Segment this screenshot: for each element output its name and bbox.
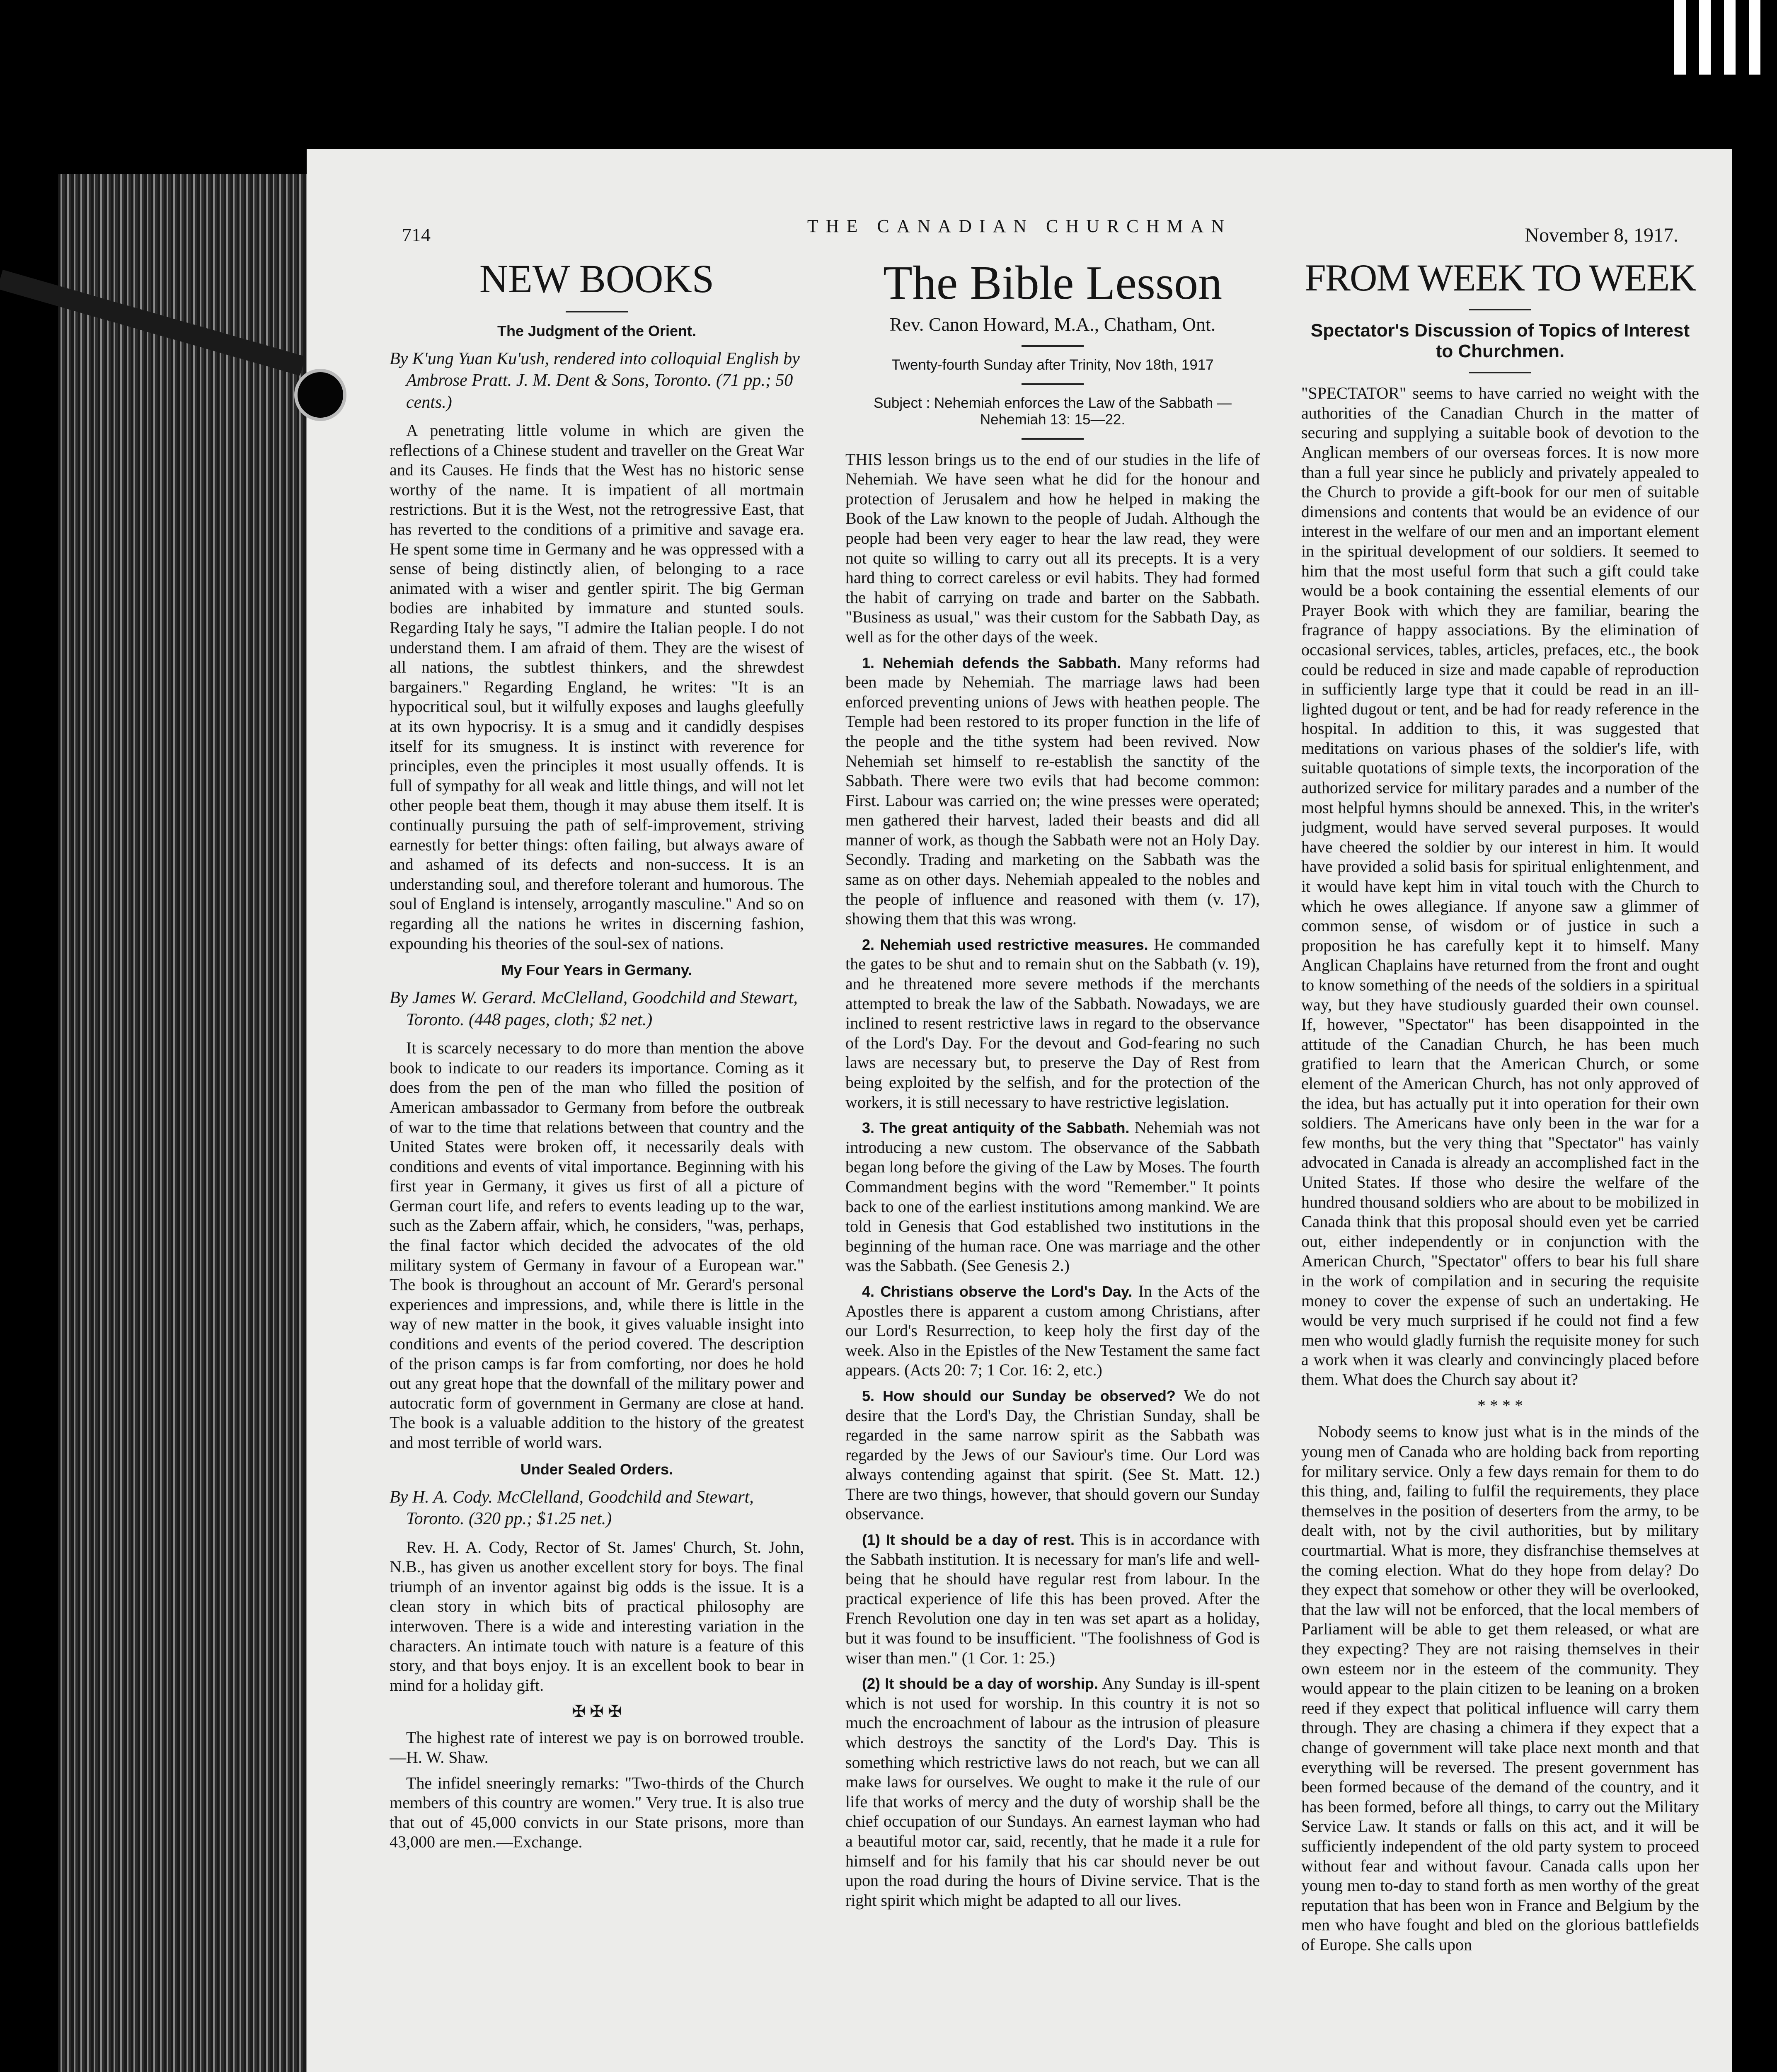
spectator-paragraph: Nobody seems to know just what is in the minds of the young men of Canada who are holding back from reporting for military service. Only a few days remain for them to do this thing, and, failing to fulfil the requirements, they place themselves in the position of deserters from the army, to be dealt with, not by the civil authorities, but by military courtmartial. What is more, they disfranchise themselves at the coming election. What do they hope from delay? Do they expect that somehow or other they will be overlooked, that the law will not be enforced, that the local members of Parliament will be able to get them released, or what are they expecting? They are not raising themselves in their own esteem nor in the esteem of the community. They would appear to the plain citizen to be leaning on a broken reed if they expect that political influence will carry them through. They are chasing a chimera if they expect that a change of government will take place next month and that everything will be reversed. The present government has been formed because of the demand of the country, and it has been formed, before all things, to carry out the Military Service Law. It stands or falls on this act, and it will be sufficiently independent of the old party system to proceed without fear and without favour. Canada calls upon her young men to-day to stand forth as men worthy of the great reputation that has been won in France and Belgium by the men who have fought and bled on the glorious battlefields of Europe. She calls upon [1301,1422,1699,1954]
column-week-to-week [1301,257,1699,1961]
new-books-heading: NEW BOOKS [479,257,714,301]
closing-paragraph: The infidel sneeringly remarks: "Two-thirds of the Church members of this country are women." Very true. It is also true that out of 45,000 convicts in our State prisons, more than 43,000 are men.—Exchange. [390,1773,804,1852]
heading-rule [1022,345,1084,347]
heading-rule [566,311,628,312]
film-edge-marks-top [1674,0,1761,75]
bible-lesson-heading: The Bible Lesson [883,257,1223,310]
section-lead: (2) It should be a day of worship. [862,1675,1098,1692]
spectator-paragraph: "SPECTATOR" seems to have carried no weight with the authorities of the Canadian Church in the matter of securing and supplying a suitable book of devotion to the Anglican members of our overseas forces. It is now more than a full year since he publicly and privately appealed to the Church to provide a gift-book for our men of suitable dimensions and contents that would be an evidence of our interest in the welfare of our men and an important element in the spiritual development of our soldiers. It seemed to him that the most useful form that such a gift could take would be a book containing the essential elements of our Prayer Book with which they are familiar, bearing the fragrance of happy associations. By the elimination of occasional services, tables, articles, prefaces, etc., the book could be reduced in size and made capable of reproduction in sufficiently large type that it could be read in an ill-lighted dugout or tent, and be had for ready reference in the hospital. In addition to this, it was suggested that meditations on various phases of the soldier's life, with suitable quotations of simple texts, the incorporation of the authorized service for military parades and a number of the most helpful hymns should be annexed. This, in the writer's judgment, would have served several purposes. It would have cheered the soldier by our interest in him. It would have provided a solid basis for spiritual enlightenment, and it would have kept him in vital touch with the Church to which he owes allegiance. If anyone saw a glimmer of common sense, of wisdom or of justice in such a proposition he has carefully kept it to himself. Many Anglican Chaplains have returned from the front and ought to know something of the needs of the soldiers in a spiritual way, but they have studiously guarded their own counsel. If, however, "Spectator" has been disappointed in the attitude of the Canadian Church, he has been much gratified to learn that the American Church, or some element of the American Church, has not only approved of the idea, but has actually put it into operation for their own soldiers. The Americans have only been in the war for a few months, but the very thing that "Spectator" has vainly advocated in Canada is already an accomplished fact in the United States. If those who desire the welfare of the hundred thousand soldiers who are about to be mobilized in Canada think that this proposal should even yet be carried out, either independently or in conjunction with the American Church, "Spectator" offers to bear his full share in the work of compilation and in securing the requisite money to cover the expense of such an undertaking. He would be very much surprised if he could not find a few men who would gladly furnish the requisite money for such a work when it was clearly and convincingly placed before them. What does the Church say about it? [1301,384,1699,1389]
section-lead: 2. Nehemiah used restrictive measures. [862,936,1148,953]
lesson-section [845,934,1260,1112]
lesson-section [845,1281,1260,1380]
section-text: Any Sunday is ill-spent which is not used for worship. In this country it is not so much the encroachment of labour as the intrusion of pleasure which destroys the sanctity of the Lord's Day. This is something which restrictive laws do not reach, but we can all make laws for ourselves. We ought to make it the rule of our life that works of mercy and the duty of worship shall be the chief occupation of our Sundays. An earnest layman who had a beautiful motor car, said, recently, that he made it a rule for himself and for his family that his car should never be out upon the road during the hours of Divine service. That is the right spirit which might be adapted to all our lives. [845,1674,1260,1910]
review-title: The Judgment of the Orient. [497,322,696,339]
review-bibliography: By James W. Gerard. McClelland, Goodchild and Stewart, Toronto. (448 pages, cloth; $2 net.) [390,988,798,1029]
column-bible-lesson [845,257,1260,1916]
lesson-section [845,653,1260,929]
section-lead: 4. Christians observe the Lord's Day. [862,1283,1133,1300]
section-text: He commanded the gates to be shut and to remain shut on the Sabbath (v. 19), and he threatened more severe methods if the merchants attempted to break the law of the Sabbath. Nowadays, we are inclined to resent restrictive laws in regard to the observance of the Lord's Day. For the devout and God-fearing no such laws are necessary but, to preserve the Day of Rest from being exploited by the selfish, and for the protection of the workers, it is still necessary to have restrictive legislation. [845,934,1260,1111]
heading-rule [1022,438,1084,440]
section-lead: 3. The great antiquity of the Sabbath. [862,1119,1130,1137]
lesson-occasion: Twenty-fourth Sunday after Trinity, Nov 18th, 1917 [891,356,1214,373]
heading-rule [1469,309,1531,310]
section-lead: 1. Nehemiah defends the Sabbath. [862,654,1121,671]
section-text: We do not desire that the Lord's Day, the Christian Sunday, shall be regarded in the same narrow spirit as the Sabbath was regarded by the Jews of our Saviour's time. Our Lord was always contending against that spirit. (See St. Matt. 12.) There are two things, however, that should govern our Sunday observance. [845,1386,1260,1523]
section-lead: (1) It should be a day of rest. [862,1531,1075,1549]
page-number: 714 [402,224,431,245]
section-text: In the Acts of the Apostles there is apparent a custom among Christians, after our Lord's Resurrection, to keep holy the first day of the week. Also in the Epistles of the New Testament the same fact appears. (Acts 20: 7; 1 Cor. 16: 2, etc.) [845,1281,1260,1380]
page-header [307,207,1732,249]
lesson-section [845,1386,1260,1524]
lesson-section [845,1118,1260,1276]
heading-rule [1022,383,1084,385]
column-subheading: Spectator's Discussion of Topics of Interest to Churchmen. [1310,320,1690,362]
column-new-books [390,257,804,1858]
heading-rule [1469,372,1531,373]
review-bibliography: By H. A. Cody. McClelland, Goodchild and Stewart, Toronto. (320 pp.; $1.25 net.) [390,1487,754,1529]
week-to-week-heading: FROM WEEK TO WEEK [1305,257,1696,299]
review-paragraph: Rev. H. A. Cody, Rector of St. James' Church, St. John, N.B., has given us another excellent story for boys. The final triumph of an inventor against big odds is the issue. It is a clean story in which bits of practical philosophy are interwoven. There is a wide and interesting variation in the characters. An intimate touch with nature is a feature of this story, and that boys enjoy. It is an excellent book to bear in mind for a holiday gift. [390,1537,804,1694]
lesson-intro: THIS lesson brings us to the end of our studies in the life of Nehemiah. We have seen what he did for the honour and protection of Jerusalem and how he helped in making the Book of the Law known to the people of Judah. Although the people had been very eager to hear the law read, they were not quite so willing to carry out all its precepts. It is a very hard thing to correct careless or evil habits. They had formed the habit of carrying on trade and barter on the Sabbath. "Business as usual," was their custom for the Sabbath Day, as well as for the other days of the week. [845,450,1260,646]
section-text: Nehemiah was not introducing a new custom. The observance of the Sabbath began long before the giving of the Law by Moses. The fourth Commandment begins with the word "Remember." It points back to one of the earliest institutions among mankind. We are told in Genesis that God established two institutions in the beginning of the human race. One was marriage and the other was the Sabbath. (See Genesis 2.) [845,1118,1260,1275]
lesson-section [845,1673,1260,1910]
author-byline: Rev. Canon Howard, M.A., Chatham, Ont. [889,313,1216,335]
review-title: Under Sealed Orders. [520,1460,673,1478]
issue-date: November 8, 1917. [1525,224,1678,246]
review-bibliography: By K'ung Yuan Ku'ush, rendered into colloquial English by Ambrose Pratt. J. M. Dent & Sons, Toronto. (71 pp.; 50 cents.) [390,349,800,412]
publication-title: THE CANADIAN CHURCHMAN [807,216,1232,236]
lesson-subject: Subject : Nehemiah enforces the Law of the Sabbath —Nehemiah 13: 15—22. [874,395,1232,428]
review-paragraph: It is scarcely necessary to do more than mention the above book to indicate to our readers its importance. Coming as it does from the pen of the man who filled the position of American ambassador to Germany from before the outbreak of war to the time that relations between that country and the United States were broken off, it necessarily deals with conditions and events of vital importance. Beginning with his first year in Germany, it gives us first of all a picture of German court life, and refers to events leading up to the war, such as the Zabern affair, which, he considers, "was, perhaps, the final factor which decided the advocates of the old military system of Germany in favour of a European war." The book is throughout an account of Mr. Gerard's personal experiences and impressions, and, while there is little in the way of new matter in the book, it gives valuable insight into conditions and events of the period covered. The description of the prison camps is far from comforting, nor does he hold out any great hope that the downfall of the military power and autocratic form of government in Germany are close at hand. The book is a valuable addition to the history of the greatest and most terrible of world wars. [390,1038,804,1452]
section-text: This is in accordance with the Sabbath institution. It is necessary for man's life and well-being that he should have regular rest from labour. In the practical experience of life this has been proved. After the French Revolution one day in ten was set apart as a holiday, but it was found to be insufficient. "The foolishness of God is wiser than men." (1 Cor. 1: 25.) [845,1530,1260,1667]
section-divider: ✠ ✠ ✠ [571,1702,622,1721]
review-title: My Four Years in Germany. [501,961,692,979]
book-page-edges [58,174,315,2072]
newspaper-page [307,149,1732,2072]
closing-paragraph: The highest rate of interest we pay is on borrowed trouble.—H. W. Shaw. [390,1728,804,1767]
lesson-section [845,1530,1260,1668]
section-lead: 5. How should our Sunday be observed? [862,1387,1176,1404]
section-text: Many reforms had been made by Nehemiah. The marriage laws had been enforced preventing unions of Jews with heathen people. The Temple had been restored to its proper function in the life of the people and the tithe system had been revived. Now Nehemiah set himself to re-establish the sanctity of the Sabbath. There were two evils that had become common: First. Labour was carried on; the wine presses were operated; men gathered their harvest, laded their beasts and did all manner of work, as though the Sabbath were not an Holy Day. Secondly. Trading and marketing on the Sabbath was the same as on other days. Nehemiah appealed to the nobles and the people of influence and reasoned with them (v. 17), showing them that this was wrong. [845,653,1260,928]
section-separator: * * * * [1477,1396,1523,1415]
review-paragraph: A penetrating little volume in which are given the reflections of a Chinese student and traveller on the Great War and its Causes. He finds that the West has no historic sense worthy of the name. It is impatient of all mortmain restrictions. But it is the West, not the retrogressive East, that has reverted to the conditions of a primitive and savage era. He spent some time in Germany and he was oppressed with a sense of being distinctly alien, of belonging to a race animated with a wiser and gentler spirit. The big German bodies are inhabited by immature and stunted souls. Regarding Italy he says, "I admire the Italian people. I do not understand them. I am afraid of them. They are the wisest of all nations, the subtlest thinkers, and the shrewdest bargainers." Regarding England, he writes: "It is an hypocritical soul, but it wilfully exposes and laughs gleefully at its own hypocrisy. It is a smug and it candidly despises itself for its smugness. It is instinct with reverence for principles, even the principles it most usually offends. It is full of sympathy for all weak and little things, and will not let other people beat them, though it may abuse them itself. It is continually pursuing the path of self-improvement, striving earnestly for better things: often failing, but always aware of and ashamed of its defects and non-success. It is an understanding soul, and therefore tolerant and humorous. The soul of England is intensely, arrogantly masculine." And so on regarding all the nations he writes in discerning fashion, expounding his theories of the soul-sex of nations. [390,421,804,953]
binder-hole [294,369,346,421]
